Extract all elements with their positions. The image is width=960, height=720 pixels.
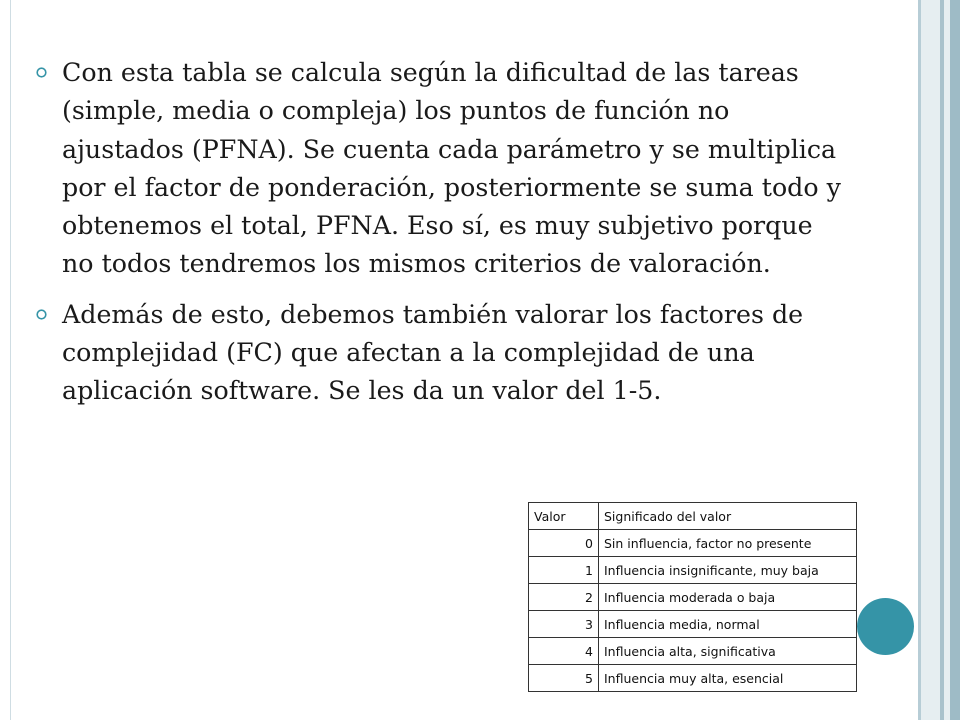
bullet-item [30, 54, 850, 284]
complexity-values-table [528, 502, 857, 692]
cell-value: 5 [529, 665, 599, 692]
table-header-row [529, 503, 857, 530]
cell-meaning: Sin influencia, factor no presente [599, 530, 857, 557]
bullet-item [30, 296, 850, 411]
table-row [529, 638, 857, 665]
cell-value: 2 [529, 584, 599, 611]
table-row [529, 557, 857, 584]
open-circle-icon [36, 309, 47, 320]
cell-meaning: Influencia alta, significativa [599, 638, 857, 665]
cell-meaning: Influencia muy alta, esencial [599, 665, 857, 692]
cell-meaning: Influencia moderada o baja [599, 584, 857, 611]
open-circle-icon [36, 67, 47, 78]
header-significado: Significado del valor [599, 503, 857, 530]
bullet-text: Con esta tabla se calcula según la dificultad de las tareas (simple, media o compleja) los puntos de función no ajustados (PFNA). Se cuenta cada parámetro y se multiplica por el factor de ponderación, posteriormente se suma todo y obtenemos el total, PFNA. Eso sí, es muy subjetivo porque no todos tendremos los mismos criterios de valoración. [62, 58, 841, 279]
bullet-list [30, 54, 850, 423]
cell-meaning: Influencia insignificante, muy baja [599, 557, 857, 584]
slide-right-stripes [918, 0, 960, 720]
bullet-text: Además de esto, debemos también valorar los factores de complejidad (FC) que afectan a la complejidad de una aplicación software. Se les da un valor del 1-5. [62, 299, 804, 406]
slide-left-border [10, 0, 11, 720]
cell-value: 1 [529, 557, 599, 584]
decorative-circle [857, 598, 914, 655]
header-valor: Valor [529, 503, 599, 530]
table-row [529, 530, 857, 557]
cell-value: 0 [529, 530, 599, 557]
table-row [529, 611, 857, 638]
table-row [529, 584, 857, 611]
table-row [529, 665, 857, 692]
cell-meaning: Influencia media, normal [599, 611, 857, 638]
cell-value: 4 [529, 638, 599, 665]
cell-value: 3 [529, 611, 599, 638]
